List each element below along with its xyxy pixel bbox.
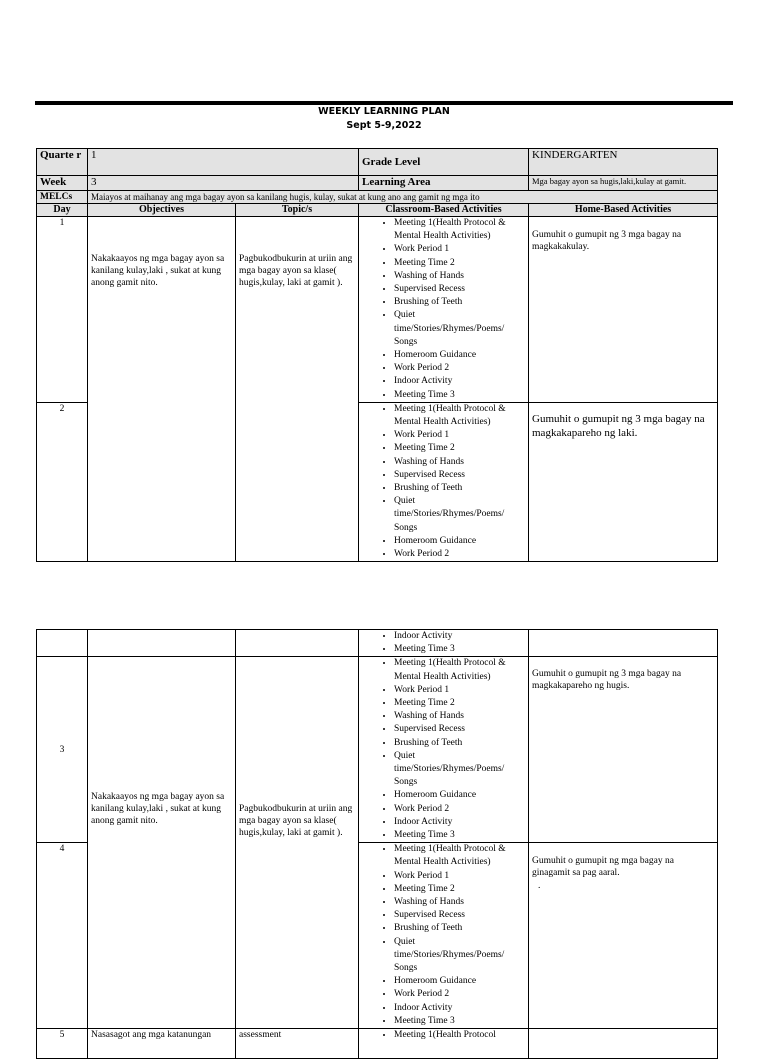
- melcs-value: Maiayos at maihanay ang mga bagay ayon sa kanilang hugis, kulay, sukat at kung ano ang gamit ng mga ito: [88, 191, 718, 204]
- list-item: • Indoor Activity: [394, 1002, 525, 1015]
- col-header-home-activities: Home-Based Activities: [529, 204, 718, 217]
- list-item: • Meeting Time 3: [394, 643, 525, 656]
- list-item: • Quiet time/Stories/Rhymes/Poems/ Songs: [394, 309, 525, 349]
- list-item: • Work Period 1: [394, 429, 525, 442]
- dot-mark: .: [538, 881, 541, 892]
- list-item: • Work Period 1: [394, 684, 525, 697]
- list-item: • Meeting Time 2: [394, 697, 525, 710]
- classroom-activities-cell: [359, 402, 529, 561]
- learning-area-label: Learning Area: [359, 176, 529, 191]
- objective-text: Nakakaayos ng mga bagay ayon sa kanilang kulay,laki , sukat at kung anong gamit nito.: [91, 792, 225, 827]
- home-activity-text: Gumuhit o gumupit ng 3 mga bagay na magkakapareho ng hugis.: [532, 669, 682, 692]
- objectives-cell: [88, 217, 236, 562]
- list-item: • Work Period 1: [394, 243, 525, 256]
- day-number: 2: [37, 402, 88, 561]
- classroom-activities-cell: [359, 217, 529, 403]
- quarter-value: 1: [88, 149, 359, 176]
- list-item: • Washing of Hands: [394, 710, 525, 723]
- table-row: [37, 657, 718, 843]
- list-item: • Indoor Activity: [394, 630, 525, 643]
- list-item: • Indoor Activity: [394, 375, 525, 388]
- learning-area-value: Mga bagay ayon sa hugis,laki,kulay at gamit.: [529, 176, 718, 191]
- list-item: • Washing of Hands: [394, 456, 525, 469]
- list-item: • Indoor Activity: [394, 816, 525, 829]
- objectives-cell: Nasasagot ang mga katanungan: [88, 1029, 236, 1059]
- topics-cell: [236, 217, 359, 562]
- activity-list: [362, 217, 525, 402]
- col-header-day: Day: [37, 204, 88, 217]
- list-item: • Meeting Time 3: [394, 1015, 525, 1028]
- list-item: • Washing of Hands: [394, 270, 525, 283]
- topic-text: Pagbukodbukurin at uriin ang mga bagay ayon sa klase( hugis,kulay, laki at gamit ).: [239, 804, 353, 839]
- list-item: • Brushing of Teeth: [394, 482, 525, 495]
- table-row: [37, 1029, 718, 1059]
- list-item: • Meeting 1(Health Protocol & Mental Health Activities): [394, 657, 525, 683]
- list-item: • Meeting 1(Health Protocol & Mental Health Activities): [394, 403, 525, 429]
- col-header-objectives: Objectives: [88, 204, 236, 217]
- list-item: • Brushing of Teeth: [394, 737, 525, 750]
- home-activities-cell: [529, 843, 718, 1029]
- list-item: • Brushing of Teeth: [394, 296, 525, 309]
- weekly-plan-table-1: [36, 148, 718, 562]
- topic-text: Pagbukodbukurin at uriin ang mga bagay ayon sa klase( hugis,kulay, laki at gamit ).: [239, 254, 353, 288]
- activity-list: [362, 630, 525, 656]
- list-item: • Meeting Time 2: [394, 442, 525, 455]
- list-item: • Supervised Recess: [394, 469, 525, 482]
- list-item: • Supervised Recess: [394, 723, 525, 736]
- list-item: • Washing of Hands: [394, 896, 525, 909]
- list-item: • Quiet time/Stories/Rhymes/Poems/ Songs: [394, 936, 525, 976]
- list-item: • Work Period 2: [394, 988, 525, 1001]
- list-item: • Work Period 2: [394, 362, 525, 375]
- list-item: • Meeting 1(Health Protocol & Mental Health Activities): [394, 843, 525, 869]
- quarter-label: Quarte r: [37, 149, 88, 176]
- table-row: [37, 217, 718, 403]
- list-item: • Meeting Time 3: [394, 829, 525, 842]
- day-number: 3: [37, 657, 88, 843]
- home-activities-cell: [529, 657, 718, 843]
- table-row: [37, 630, 718, 657]
- objectives-cell: [88, 657, 236, 1029]
- list-item: • Meeting Time 2: [394, 883, 525, 896]
- list-item: • Supervised Recess: [394, 909, 525, 922]
- home-activities-cell: [529, 402, 718, 561]
- list-item: • Quiet time/Stories/Rhymes/Poems/ Songs: [394, 750, 525, 790]
- col-header-topics: Topic/s: [236, 204, 359, 217]
- list-item: • Brushing of Teeth: [394, 922, 525, 935]
- list-item: • Homeroom Guidance: [394, 349, 525, 362]
- activity-list: [362, 403, 525, 561]
- list-item: • Meeting 1(Health Protocol & Mental Health Activities): [394, 217, 525, 243]
- list-item: • Work Period 2: [394, 803, 525, 816]
- objective-text: Nakakaayos ng mga bagay ayon sa kanilang kulay,laki , sukat at kung anong gamit nito.: [91, 254, 225, 288]
- page-title: WEEKLY LEARNING PLAN: [318, 106, 450, 117]
- grade-level-label: Grade Level: [359, 149, 529, 176]
- day-number: 4: [37, 843, 88, 1029]
- melcs-label: MELCs: [37, 191, 88, 204]
- list-item: • Meeting 1(Health Protocol: [394, 1029, 525, 1042]
- home-activity-text: Gumuhit o gumupit ng 3 mga bagay na magkakapareho ng laki.: [532, 412, 705, 439]
- activity-list: [362, 843, 525, 1028]
- classroom-activities-cell: [359, 657, 529, 843]
- classroom-activities-cell: [359, 843, 529, 1029]
- home-activity-text: Gumuhit o gumupit ng mga bagay na ginagamit sa pag aaral.: [532, 856, 674, 879]
- activity-list: [362, 657, 525, 842]
- list-item: • Meeting Time 2: [394, 257, 525, 270]
- list-item: • Homeroom Guidance: [394, 535, 525, 548]
- list-item: • Supervised Recess: [394, 283, 525, 296]
- week-label: Week: [37, 176, 88, 191]
- day-number: 5: [37, 1029, 88, 1059]
- activity-list: [362, 1029, 525, 1042]
- grade-level-value: KINDERGARTEN: [529, 149, 718, 176]
- weekly-plan-table-2: [36, 629, 718, 1059]
- list-item: • Homeroom Guidance: [394, 789, 525, 802]
- list-item: • Meeting Time 3: [394, 389, 525, 402]
- list-item: • Homeroom Guidance: [394, 975, 525, 988]
- day-number: 1: [37, 217, 88, 403]
- topics-cell: [236, 657, 359, 1029]
- classroom-activities-cell: [359, 1029, 529, 1059]
- list-item: • Quiet time/Stories/Rhymes/Poems/ Songs: [394, 495, 525, 535]
- classroom-activities-cell: [359, 630, 529, 657]
- list-item: • Work Period 1: [394, 870, 525, 883]
- home-activity-text: Gumuhit o gumupit ng 3 mga bagay na magkakakulay.: [532, 230, 682, 252]
- page-date: Sept 5-9,2022: [346, 120, 422, 131]
- top-rule: [35, 101, 733, 105]
- home-activities-cell: [529, 217, 718, 403]
- list-item: • Work Period 2: [394, 548, 525, 561]
- topics-cell: assessment: [236, 1029, 359, 1059]
- col-header-classroom-activities: Classroom-Based Activities: [359, 204, 529, 217]
- week-value: 3: [88, 176, 359, 191]
